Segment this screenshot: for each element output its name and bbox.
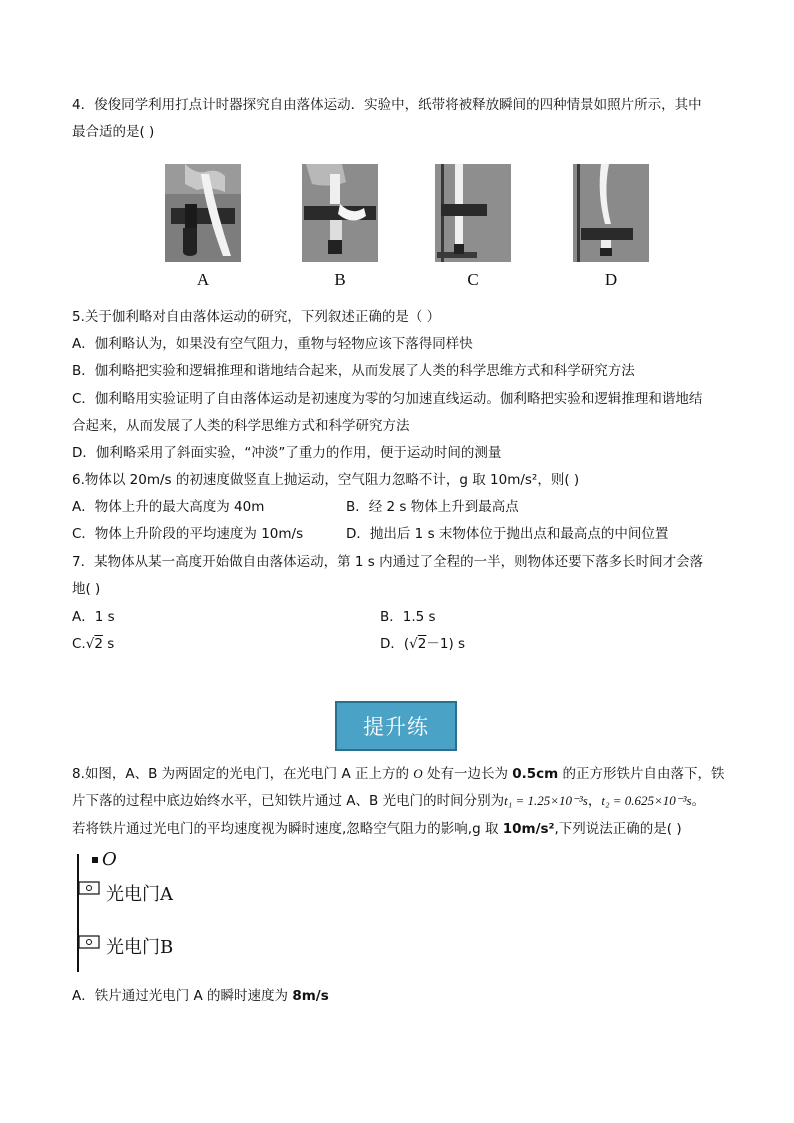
- q6-option-c: C．物体上升阶段的平均速度为 10m/s: [72, 526, 304, 542]
- point-o-label: O: [102, 849, 117, 870]
- q6-stem: 6.物体以 20m/s 的初速度做竖直上抛运动，空气阻力忽略不计，g 取 10m/s²，则( ): [72, 472, 580, 488]
- gate-a-box: [79, 882, 99, 894]
- q4-stem-line1: 4．俊俊同学利用打点计时器探究自由落体运动．实验中，纸带将被释放瞬间的四种情景如照片所示，其中: [72, 97, 702, 113]
- q8-stem-line1: 8.如图，A、B 为两固定的光电门，在光电门 A 正上方的 O 处有一边长为 0.5cm 的正方形铁片自由落下，铁: [72, 766, 725, 782]
- gate-b-label: 光电门B: [106, 937, 174, 958]
- q5-option-d: D．伽利略采用了斜面实验，“冲淡”了重力的作用，便于运动时间的测量: [72, 445, 502, 461]
- photo-a: [165, 164, 241, 262]
- gate-b-box: [79, 936, 99, 948]
- photo-d: [573, 164, 649, 262]
- q5-stem: 5.关于伽利略对自由落体运动的研究，下列叙述正确的是（ ）: [72, 309, 441, 325]
- section-banner: 提升练: [335, 701, 457, 751]
- q6-option-a: A．物体上升的最大高度为 40m: [72, 499, 265, 515]
- q6-option-b: B．经 2 s 物体上升到最高点: [346, 499, 519, 515]
- photo-label-d: D: [604, 270, 618, 289]
- q4-stem-line2: 最合适的是( ): [72, 124, 155, 140]
- q5-option-b: B．伽利略把实验和逻辑推理和谐地结合起来，从而发展了人类的科学思维方式和科学研究方法: [72, 363, 635, 379]
- sqrt-symbol: √: [85, 636, 95, 652]
- q7-option-d: D．(√2－1) s: [380, 636, 466, 652]
- t1-formula: t₁ = 1.25×10⁻³s: [504, 793, 588, 808]
- diagram-lines: [70, 852, 110, 974]
- q6-option-d: D．抛出后 1 s 末物体位于抛出点和最高点的中间位置: [346, 526, 669, 542]
- sqrt-symbol: √: [409, 636, 418, 652]
- photo-label-a: A: [196, 270, 210, 289]
- q7-stem-line1: 7．某物体从某一高度开始做自由落体运动，第 1 s 内通过了全程的一半，则物体还要下落多长时间才会落: [72, 554, 704, 570]
- gate-a-sensor: [87, 886, 92, 891]
- q5-option-c-line2: 合起来，从而发展了人类的科学思维方式和科学研究方法: [72, 418, 410, 434]
- q8-option-a: A．铁片通过光电门 A 的瞬时速度为 8m/s: [72, 988, 329, 1004]
- q8-stem-line2: 片下落的过程中底边始终水平，已知铁片通过 A、B 光电门的时间分别为t₁ = 1.25×10⁻³s，t₂ = 0.625×10⁻³s。: [72, 793, 706, 809]
- q7-option-a: A．1 s: [72, 609, 115, 625]
- photo-c: [435, 164, 511, 262]
- q5-option-c-line1: C．伽利略用实验证明了自由落体运动是初速度为零的匀加速直线运动。伽利略把实验和逻辑推理和谐地结: [72, 391, 703, 407]
- q5-option-a: A．伽利略认为，如果没有空气阻力，重物与轻物应该下落得同样快: [72, 336, 473, 352]
- q7-stem-line2: 地( ): [72, 581, 101, 597]
- gate-b-sensor: [87, 940, 92, 945]
- t2-formula: t₂ = 0.625×10⁻³s: [601, 793, 692, 808]
- photo-label-c: C: [467, 270, 479, 289]
- q8-stem-line3: 若将铁片通过光电门的平均速度视为瞬时速度,忽略空气阻力的影响,g 取 10m/s²,下列说法正确的是( ): [72, 821, 682, 837]
- gate-a-label: 光电门A: [106, 884, 173, 905]
- q7-option-c: C.√2 s: [72, 636, 115, 652]
- photo-b: [302, 164, 378, 262]
- photo-label-b: B: [334, 270, 346, 289]
- q7-option-b: B．1.5 s: [380, 609, 436, 625]
- iron-sheet-square: [92, 857, 98, 863]
